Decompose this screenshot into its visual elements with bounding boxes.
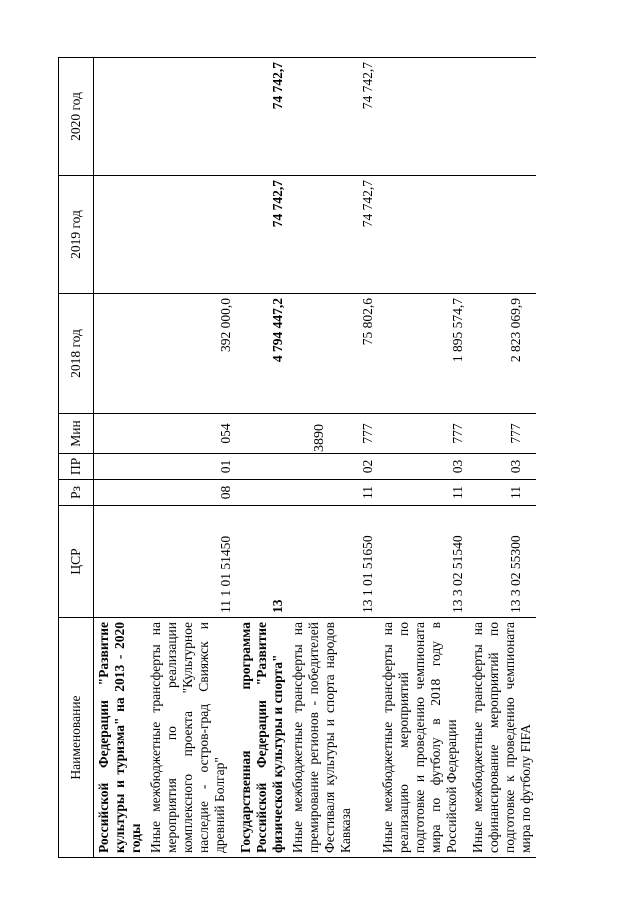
row-2018 bbox=[94, 294, 147, 414]
header-rz: Рз bbox=[59, 480, 94, 506]
row-name: Иные межбюджетные трансферты на мероприятия по реализации комплексного проекта "Культурное наследие - остров-град Свияжск и древний Болгар" bbox=[146, 618, 236, 858]
row-csr bbox=[94, 506, 147, 618]
table-row bbox=[236, 58, 288, 858]
row-csr: 13 1 01 51650 bbox=[288, 506, 378, 618]
row-rz bbox=[94, 480, 147, 506]
table-row bbox=[288, 58, 378, 858]
row-csr: 13 3 02 55300 bbox=[468, 506, 536, 618]
row-name: Иные межбюджетные трансферты на софинансирование мероприятий по подготовке к проведению чемпионата мира по футболу FIFA bbox=[468, 618, 536, 858]
row-2019: 74 742,7 bbox=[236, 176, 288, 294]
row-2018: 75 802,6 bbox=[288, 294, 378, 414]
row-rz: 11 bbox=[378, 480, 468, 506]
row-name: Государственная программа Российской Федерации "Развитие физической культуры и спорта" bbox=[236, 618, 288, 858]
row-2019 bbox=[468, 176, 536, 294]
row-min bbox=[94, 414, 147, 454]
table-row bbox=[468, 58, 536, 858]
row-pr: 02 bbox=[288, 454, 378, 480]
table-row bbox=[378, 58, 468, 858]
row-2020 bbox=[378, 58, 468, 176]
row-name: Российской Федерации "Развитие культуры и туризма" на 2013 - 2020 годы bbox=[94, 618, 147, 858]
row-2018: 4 794 447,2 bbox=[236, 294, 288, 414]
table-row bbox=[146, 58, 236, 858]
rotated-table-container bbox=[58, 58, 603, 858]
row-2019 bbox=[94, 176, 147, 294]
header-2020: 2020 год bbox=[59, 58, 94, 176]
row-min: 777 bbox=[378, 414, 468, 454]
row-2020 bbox=[146, 58, 236, 176]
header-csr: ЦСР bbox=[59, 506, 94, 618]
row-2020: 74 742,7 bbox=[288, 58, 378, 176]
page-number: 3890 bbox=[312, 424, 327, 452]
row-rz: 11 bbox=[288, 480, 378, 506]
row-pr: 01 bbox=[146, 454, 236, 480]
row-min: 777 bbox=[288, 414, 378, 454]
header-min: Мин bbox=[59, 414, 94, 454]
row-rz: 08 bbox=[146, 480, 236, 506]
row-2019 bbox=[378, 176, 468, 294]
header-2019: 2019 год bbox=[59, 176, 94, 294]
row-csr: 13 3 02 51540 bbox=[378, 506, 468, 618]
row-2020 bbox=[468, 58, 536, 176]
row-2020 bbox=[94, 58, 147, 176]
table-header-row bbox=[59, 58, 94, 858]
row-2019: 74 742,7 bbox=[288, 176, 378, 294]
row-min: 777 bbox=[468, 414, 536, 454]
row-2019 bbox=[146, 176, 236, 294]
row-2018: 1 895 574,7 bbox=[378, 294, 468, 414]
row-min bbox=[236, 414, 288, 454]
row-2020: 74 742,7 bbox=[236, 58, 288, 176]
budget-table bbox=[58, 57, 536, 858]
row-rz: 11 bbox=[468, 480, 536, 506]
row-pr bbox=[236, 454, 288, 480]
header-pr: ПР bbox=[59, 454, 94, 480]
row-rz bbox=[236, 480, 288, 506]
table-row bbox=[94, 58, 147, 858]
row-min: 054 bbox=[146, 414, 236, 454]
row-pr bbox=[94, 454, 147, 480]
header-2018: 2018 год bbox=[59, 294, 94, 414]
header-name: Наименование bbox=[59, 618, 94, 858]
row-2018: 2 823 069,9 bbox=[468, 294, 536, 414]
row-pr: 03 bbox=[468, 454, 536, 480]
row-name: Иные межбюджетные трансферты на реализацию мероприятий по подготовке и проведению чемпионата мира по футболу в 2018 году в Российской Федерации bbox=[378, 618, 468, 858]
row-name: Иные межбюджетные трансферты на премирование регионов - победителей Фестиваля культуры и спорта народов Кавказа bbox=[288, 618, 378, 858]
row-2018: 392 000,0 bbox=[146, 294, 236, 414]
row-pr: 03 bbox=[378, 454, 468, 480]
row-csr: 11 1 01 51450 bbox=[146, 506, 236, 618]
row-csr: 13 bbox=[236, 506, 288, 618]
